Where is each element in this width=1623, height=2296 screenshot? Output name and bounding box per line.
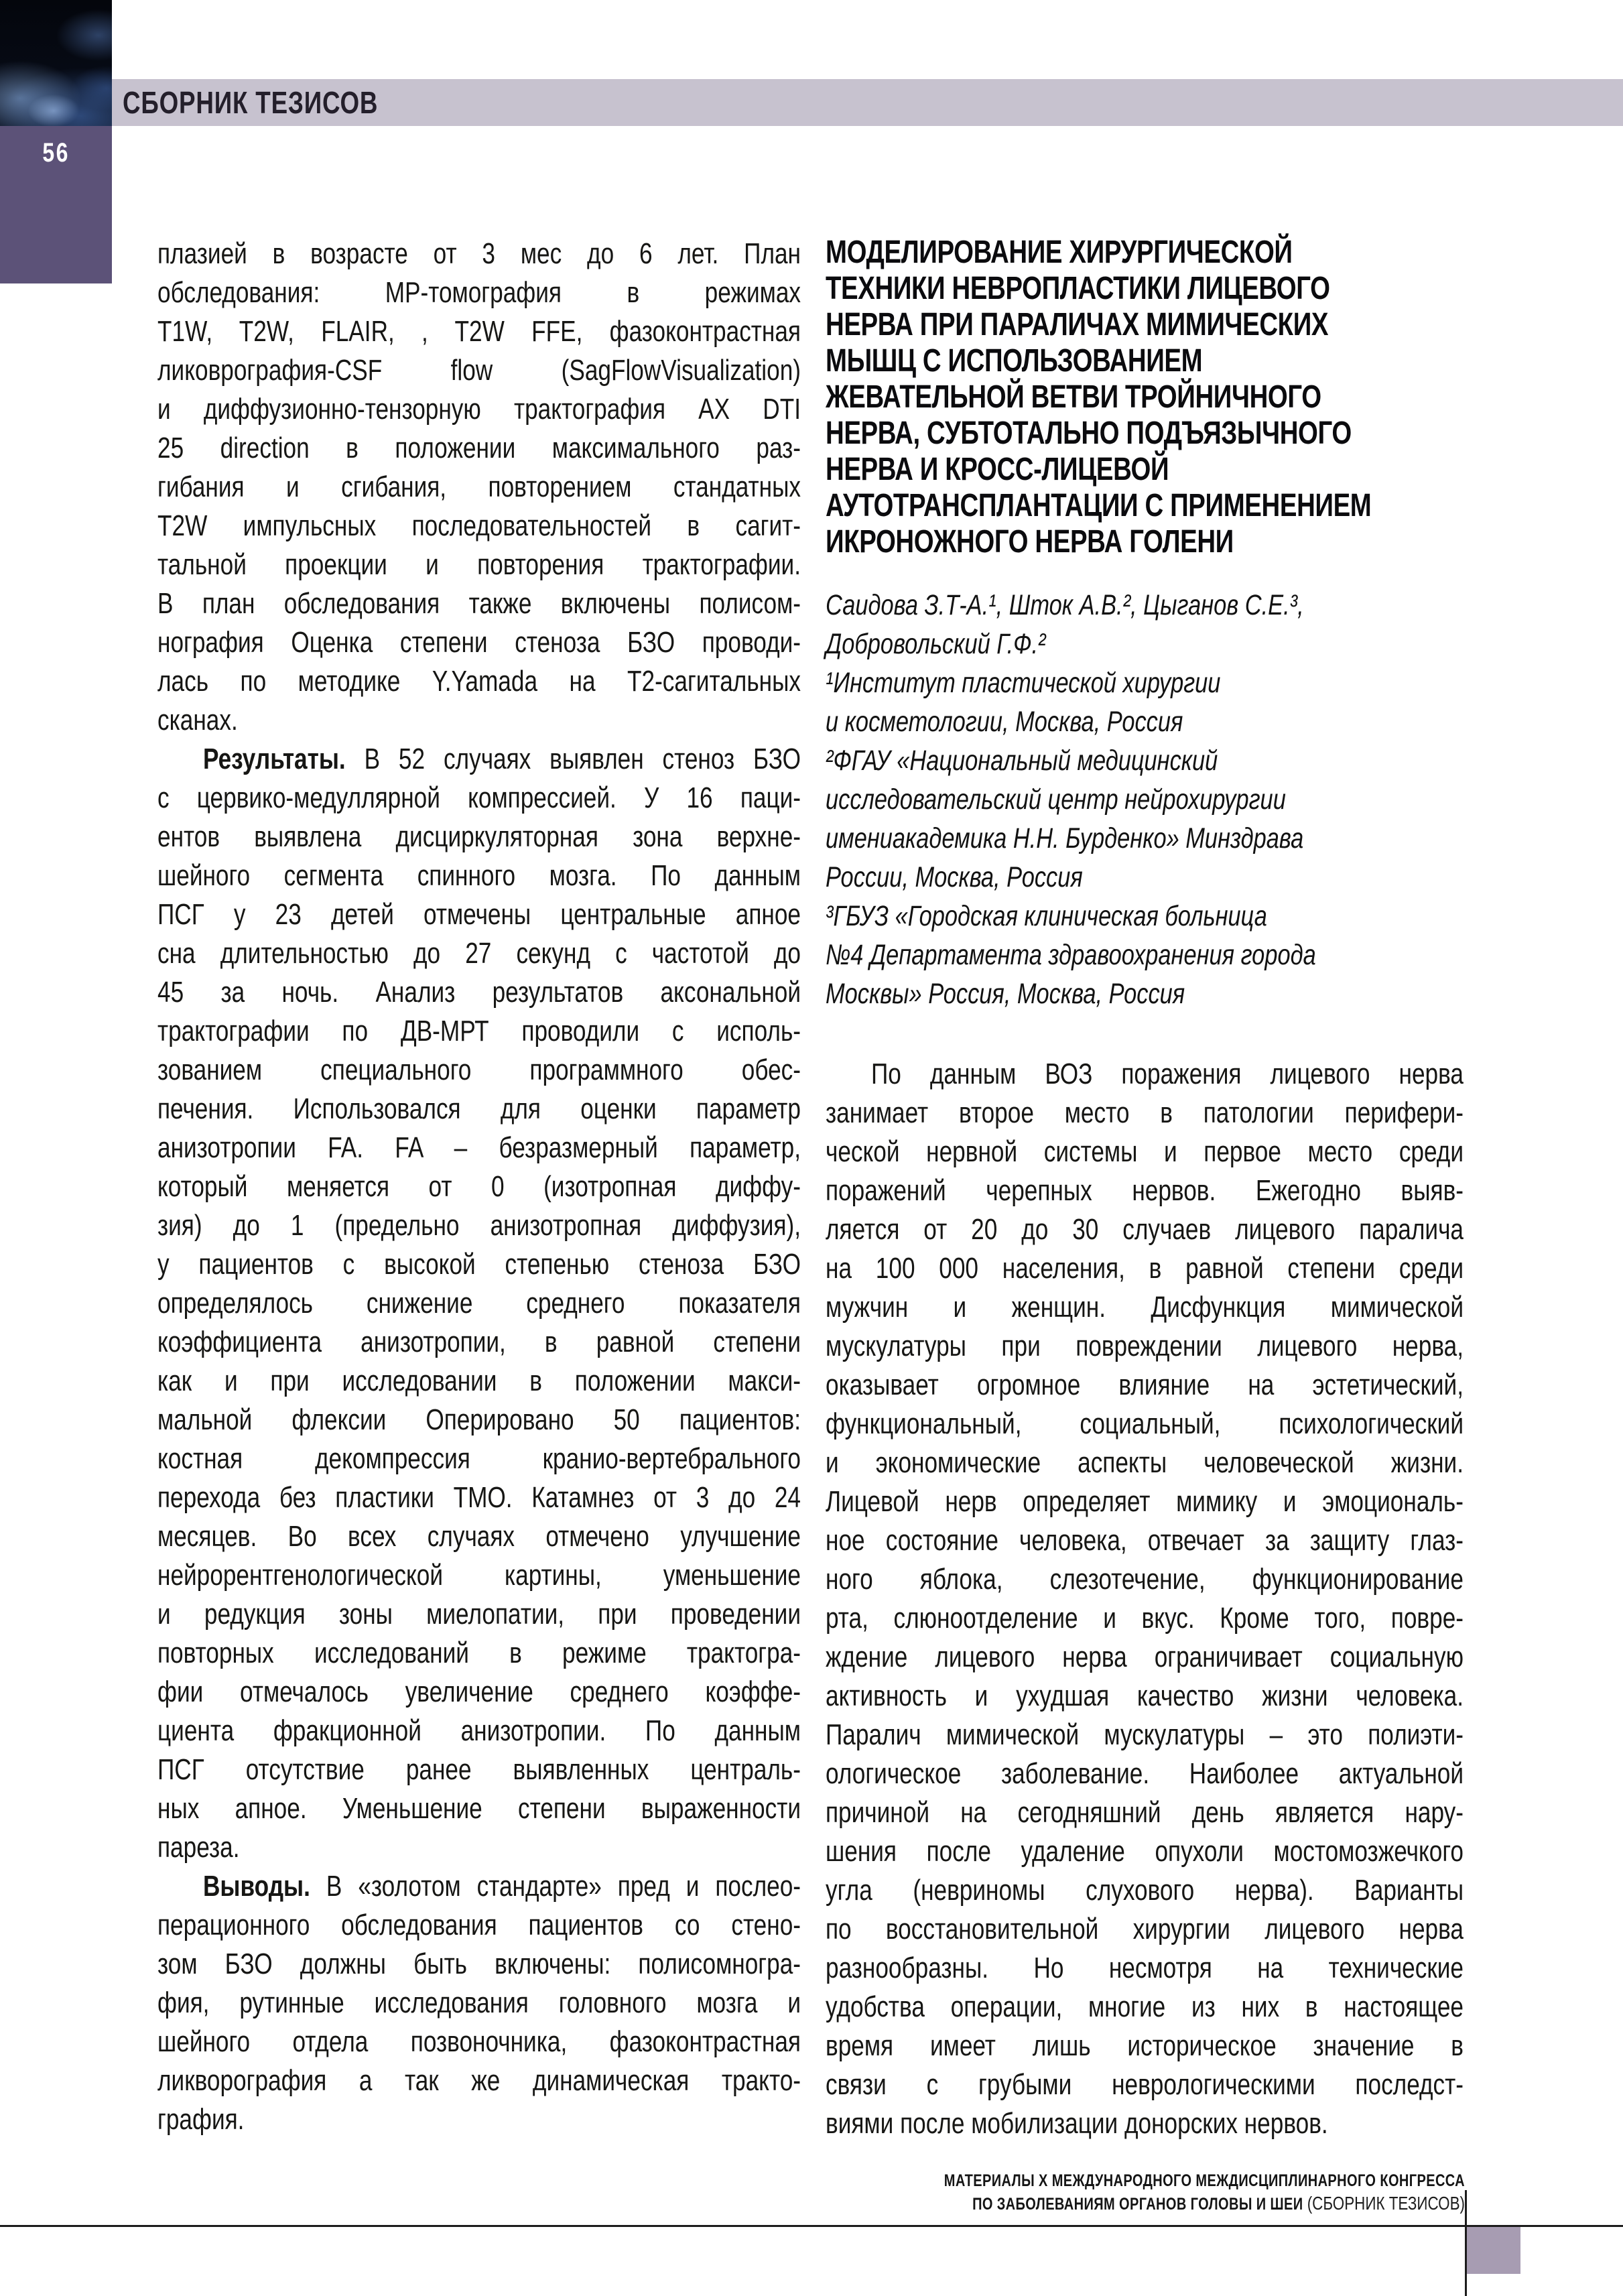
text-line: и экономические аспекты человеческой жизни.	[826, 1446, 1464, 1479]
text-line: графия.	[157, 2103, 245, 2136]
text-line: время имеет лишь историческое значение в	[826, 2029, 1464, 2062]
text-line: шейного отдела позвоночника, фазоконтрастная	[157, 2025, 801, 2058]
text-line: тальной проекции и повторения трактографии.	[157, 548, 801, 581]
text-line: фии отмечалось увеличение среднего коэффе-	[157, 1675, 801, 1708]
text-line: ждение лицевого нерва ограничивает социальную	[826, 1641, 1464, 1673]
text-line: как и при исследовании в положении макси-	[157, 1364, 801, 1397]
affiliations	[826, 663, 1464, 1013]
text-line: с цервико-медуллярной компрессией. У 16 паци-	[157, 781, 801, 814]
text-line: занимает второе место в патологии перифери-	[826, 1096, 1464, 1129]
text-line: №4 Департамента здравоохранения города	[826, 939, 1316, 971]
text-line: анизотропии FA. FA – безразмерный параметр,	[157, 1131, 801, 1164]
text-line: у пациентов с высокой степенью стеноза БЗО	[157, 1248, 801, 1281]
text-line: определялось снижение среднего показателя	[157, 1287, 801, 1320]
text-line: трактографии по ДВ-МРТ проводили с исполь-	[157, 1015, 801, 1047]
text-line: исследовательский центр нейрохирургии	[826, 783, 1286, 816]
text-line: ческой нервной системы и первое место среди	[826, 1135, 1464, 1168]
text-line: и редукция зоны миелопатии, при проведении	[157, 1598, 801, 1631]
header-title: СБОРНИК ТЕЗИСОВ	[123, 85, 379, 120]
footer-rule	[0, 2225, 1623, 2227]
text-line: МЫШЦ С ИСПОЛЬЗОВАНИЕМ	[826, 343, 1203, 379]
corner-accent-square	[1467, 2227, 1520, 2274]
text-line: связи с грубыми неврологическими последст-	[826, 2068, 1464, 2101]
text-line: по восстановительной хирургии лицевого нерва	[826, 1913, 1464, 1946]
footer-line1: МАТЕРИАЛЫ X МЕЖДУНАРОДНОГО МЕЖДИСЦИПЛИНАРНОГО КОНГРЕССА	[944, 2171, 1465, 2190]
text-line: разнообразны. Но несмотря на технические	[826, 1952, 1464, 1984]
paragraph	[826, 1055, 1464, 2143]
text-line: месяцев. Во всех случаях отмечено улучшение	[157, 1520, 801, 1553]
text-line: который меняется от 0 (изотропная диффу-	[157, 1170, 801, 1203]
text-line: печения. Использовался для оценки параметр	[157, 1092, 801, 1125]
text-line: зованием специального программного обес-	[157, 1054, 801, 1086]
text-line: T1W, T2W, FLAIR, , T2W FFE, фазоконтрастная	[157, 315, 801, 348]
text-line: мускулатуры при повреждении лицевого нерва,	[826, 1330, 1464, 1362]
text-line: ных апное. Уменьшение степени выраженности	[157, 1792, 801, 1825]
page-number-block	[0, 126, 112, 283]
left-column-text	[157, 235, 801, 2139]
text-line: ное состояние человека, отвечает за защиту глаз-	[826, 1524, 1464, 1557]
text-line: России, Москва, Россия	[826, 861, 1083, 893]
text-line: на 100 000 населения, в равной степени среди	[826, 1252, 1464, 1285]
text-line: Москвы» Россия, Москва, Россия	[826, 978, 1185, 1010]
header-label-wrap	[123, 79, 1195, 126]
text-line: НЕРВА И КРОСС-ЛИЦЕВОЙ	[826, 452, 1169, 487]
text-line: перационного обследования пациентов со стено-	[157, 1909, 801, 1941]
text-line: НЕРВА, СУБТОТАЛЬНО ПОДЪЯЗЫЧНОГО	[826, 416, 1352, 451]
text-line: ТЕХНИКИ НЕВРОПЛАСТИКИ ЛИЦЕВОГО	[826, 271, 1330, 306]
text-line: костная декомпрессия кранио-вертебрального	[157, 1442, 801, 1475]
text-line: и косметологии, Москва, Россия	[826, 706, 1183, 738]
author-names	[826, 586, 1464, 663]
abstract-body	[826, 1055, 1464, 2143]
text-line: нография Оценка степени стеноза БЗО проводи-	[157, 626, 801, 659]
text-line: угла (невриномы слухового нерва). Варианты	[826, 1874, 1464, 1907]
page-header-band	[112, 79, 1623, 126]
text-line: T2W импульсных последовательностей в сагит-	[157, 509, 801, 542]
text-line: ляется от 20 до 30 случаев лицевого паралича	[826, 1213, 1464, 1246]
text-line: ИКРОНОЖНОГО НЕРВА ГОЛЕНИ	[826, 524, 1234, 560]
footer-line2-bold: ПО ЗАБОЛЕВАНИЯМ ОРГАНОВ ГОЛОВЫ И ШЕИ	[972, 2195, 1303, 2214]
text-line: Саидова З.Т-А.¹, Шток А.В.², Цыганов С.Е.³,	[826, 589, 1304, 621]
text-line: поражений черепных нервов. Ежегодно выяв-	[826, 1174, 1464, 1207]
text-line: нейрорентгенологической картины, уменьшение	[157, 1559, 801, 1592]
text-line: мужчин и женщин. Дисфункция мимической	[826, 1291, 1464, 1324]
text-line: ного яблока, слезотечение, функционирование	[826, 1563, 1464, 1596]
text-line: ликворография а так же динамическая тракто-	[157, 2064, 801, 2097]
text-line: МОДЕЛИРОВАНИЕ ХИРУРГИЧЕСКОЙ	[826, 235, 1293, 270]
text-line: ПСГ у 23 детей отмечены центральные апное	[157, 898, 801, 931]
text-line: ологическое заболевание. Наиболее актуальной	[826, 1757, 1464, 1790]
left-column	[157, 235, 801, 2139]
text-line: виями после мобилизации донорских нервов.	[826, 2107, 1328, 2140]
text-line: плазией в возрасте от 3 мес до 6 лет. План	[157, 237, 801, 270]
text-line: коэффициента анизотропии, в равной степени	[157, 1326, 801, 1358]
text-line: фия, рутинные исследования головного мозга и	[157, 1986, 801, 2019]
text-line: В план обследования также включены полисом-	[157, 587, 801, 620]
text-line: НЕРВА ПРИ ПАРАЛИЧАХ МИМИЧЕСКИХ	[826, 307, 1329, 342]
text-line: зия) до 1 (предельно анизотропная диффузия),	[157, 1209, 801, 1242]
authors-and-affiliations	[826, 586, 1464, 1013]
footer-line2-light: (СБОРНИК ТЕЗИСОВ)	[1303, 2193, 1465, 2214]
paragraph	[157, 1867, 801, 2139]
text-line: зом БЗО должны быть включены: полисомногра-	[157, 1948, 801, 1980]
footer-line2	[607, 2192, 1465, 2216]
right-column	[826, 235, 1464, 2143]
text-line: ентов выявлена дисциркуляторная зона верхне-	[157, 820, 801, 853]
text-line: имениакадемика Н.Н. Бурденко» Минздрава	[826, 822, 1304, 854]
text-line: ³ГБУЗ «Городская клиническая больница	[826, 900, 1267, 932]
text-line: функциональный, социальный, психологический	[826, 1407, 1464, 1440]
text-line: ²ФГАУ «Национальный медицинский	[826, 745, 1218, 777]
text-line: АУТОТРАНСПЛАНТАЦИИ С ПРИМЕНЕНИЕМ	[826, 488, 1372, 523]
page-number: 56	[42, 138, 70, 168]
text-line: лась по методике Y.Yamada на Т2-сагитальных	[157, 665, 801, 698]
text-line: причиной на сегодняшний день является нару-	[826, 1796, 1464, 1829]
text-line: Добровольский Г.Ф.²	[826, 628, 1046, 660]
text-line: пареза.	[157, 1831, 240, 1864]
text-line: ликоврография-CSF flow (SagFlowVisualization)	[157, 354, 801, 387]
abstract-title	[826, 235, 1464, 560]
text-line: циента фракционной анизотропии. По данным	[157, 1714, 801, 1747]
text-line: Выводы. В «золотом стандарте» пред и послео-	[203, 1870, 801, 1903]
paragraph-lead: Выводы.	[203, 1870, 326, 1903]
paragraph	[157, 235, 801, 740]
text-line: гибания и сгибания, повторением стандатных	[157, 470, 801, 503]
decorative-art-image	[0, 0, 112, 126]
text-line: мальной флексии Оперировано 50 пациентов:	[157, 1403, 801, 1436]
text-line: и диффузионно-тензорную трактография AX DTI	[157, 393, 801, 426]
text-line: ПСГ отсутствие ранее выявленных централь-	[157, 1753, 801, 1786]
page-footer	[607, 2170, 1465, 2216]
text-line: перехода без пластики ТМО. Катамнез от 3 до 24	[157, 1481, 801, 1514]
text-line: рта, слюноотделение и вкус. Кроме того, повре-	[826, 1602, 1464, 1635]
text-line: ¹Институт пластической хирургии	[826, 667, 1221, 699]
text-line: удобства операции, многие из них в настоящее	[826, 1990, 1464, 2023]
text-line: повторных исследований в режиме трактогра-	[157, 1637, 801, 1669]
paragraph-lead: Результаты.	[203, 743, 365, 775]
text-line: 25 direction в положении максимального раз-	[157, 432, 801, 464]
paragraph	[157, 740, 801, 1867]
text-line: Результаты. В 52 случаях выявлен стеноз БЗО	[203, 743, 801, 775]
text-line: сна длительностью до 27 секунд с частотой до	[157, 937, 801, 970]
text-line: активность и ухудшая качество жизни человека.	[826, 1679, 1464, 1712]
text-line: Лицевой нерв определяет мимику и эмоциональ-	[826, 1485, 1464, 1518]
text-line: По данным ВОЗ поражения лицевого нерва	[871, 1058, 1464, 1090]
text-line: шения после удаление опухоли мостомозжечкого	[826, 1835, 1464, 1868]
text-line: сканах.	[157, 704, 238, 737]
text-line: 45 за ночь. Анализ результатов аксональной	[157, 976, 801, 1009]
text-line: ЖЕВАТЕЛЬНОЙ ВЕТВИ ТРОЙНИЧНОГО	[826, 379, 1321, 415]
text-line: обследования: МР-томография в режимах	[157, 276, 801, 309]
text-line: Паралич мимической мускулатуры – это полиэти-	[826, 1718, 1464, 1751]
text-line: оказывает огромное влияние на эстетический,	[826, 1368, 1464, 1401]
text-line: шейного сегмента спинного мозга. По данным	[157, 859, 801, 892]
